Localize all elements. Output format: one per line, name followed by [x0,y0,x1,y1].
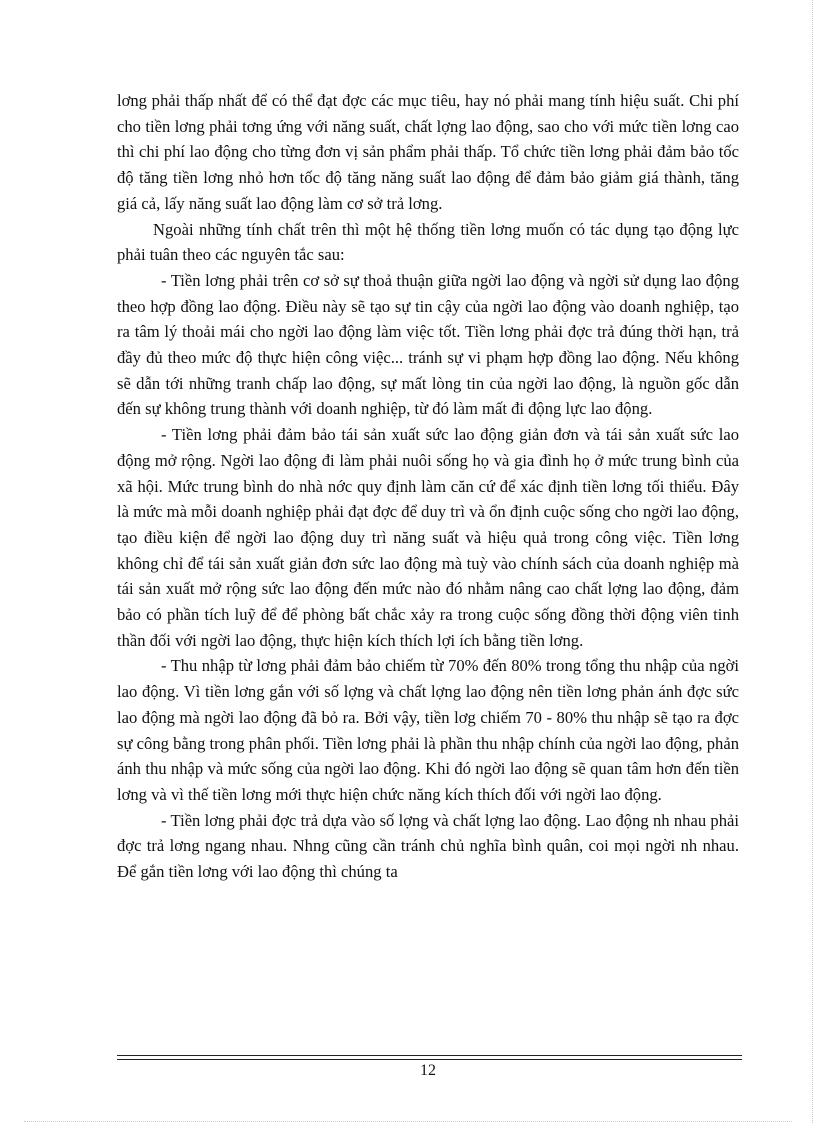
page-number: 12 [420,1062,436,1079]
paragraph-principle-reproduction: - Tiền lơng phải đảm bảo tái sản xuất sức lao động giản đơn và tái sản xuất sức lao động mở rộng. Ngời lao động đi làm phải nuôi sống họ và gia đình họ ở mức trung bình của xã hội. Mức trung bình do nhà nớc quy định làm căn cứ để xác định tiền lơng tối thiểu. Đây là mức mà mỗi doanh nghiệp phải đạt đợc để duy trì và ổn định cuộc sống cho ngời lao động, tạo điều kiện để ngời lao động duy trì năng suất và hiệu quả trong công việc. Tiền lơng không chỉ để tái sản xuất giản đơn sức lao động mà tuỳ vào chính sách của doanh nghiệp mà tái sản xuất mở rộng sức lao động đến mức nào đó nhằm nâng cao chất lợng lao động, đảm bảo có phần tích luỹ để để phòng bất chắc xảy ra trong cuộc sống đồng thời động viên tinh thần đối với ngời lao động, thực hiện kích thích lợi ích bằng tiền lơng. [117,425,739,650]
page-body [117,88,739,885]
page-edge-dotted-right [812,0,813,1123]
paragraph-principle-agreement: - Tiền lơng phải trên cơ sở sự thoả thuận giữa ngời lao động và ngời sử dụng lao động theo hợp đồng lao động. Điều này sẽ tạo sự tin cậy của ngời lao động vào doanh nghiệp, tạo ra tâm lý thoải mái cho ngời lao động làm việc tốt. Tiền lơng phải đợc trả đúng thời hạn, trả đầy đủ theo mức độ thực hiện công việc... tránh sự vi phạm hợp đồng lao động. Nếu không sẽ dẫn tới những tranh chấp lao động, sự mất lòng tin của ngời lao động, là nguồn gốc dẫn đến sự không trung thành với doanh nghiệp, từ đó làm mất đi động lực lao động. [117,270,739,419]
footer-rule-bottom [117,1059,742,1060]
paragraph-principle-quantity-quality: - Tiền lơng phải đợc trả dựa vào số lợng và chất lợng lao động. Lao động nh nhau phải đợc trả lơng ngang nhau. Nhng cũng cần tránh chủ nghĩa bình quân, coi mọi ngời nh nhau. Để gắn tiền lơng với lao động thì chúng ta [117,810,739,882]
page-edge-dotted-bottom [24,1121,792,1122]
paragraph-principle-income-share: - Thu nhập từ lơng phải đảm bảo chiếm từ 70% đến 80% trong tổng thu nhập của ngời lao động. Vì tiền lơng gắn với số lợng và chất lợng lao động nên tiền lơng phản ánh đợc sức lao động mà ngời lao động đã bỏ ra. Bởi vậy, tiền lơg chiếm 70 - 80% thu nhập sẽ tạo ra đợc sự công bằng trong phân phối. Tiền lơng phải là phần thu nhập chính của ngời lao động, phản ánh thu nhập và mức sống của ngời lao động. Khi đó ngời lao động sẽ quan tâm hơn đến tiền lơng và vì thế tiền lơng mới thực hiện chức năng kích thích đối với ngời lao động. [117,656,739,804]
footer-rule-top [117,1055,742,1056]
paragraph-principles-intro: Ngoài những tính chất trên thì một hệ thống tiền lơng muốn có tác dụng tạo động lực phải tuân theo các nguyên tắc sau: [117,219,739,265]
paragraph-continuation: lơng phải thấp nhất để có thể đạt đợc các mục tiêu, hay nó phải mang tính hiệu suất. Chi phí cho tiền lơng phải tơng ứng với năng suất, chất lợng lao động, sao cho với mức tiền lơng cao thì chi phí lao động cho từng đơn vị sản phẩm phải thấp. Tổ chức tiền lơng phải đảm bảo tốc độ tăng tiền lơng nhỏ hơn tốc độ tăng năng suất lao động để đảm bảo giảm giá thành, tăng giá cả, lấy năng suất lao động làm cơ sở trả lơng. [117,91,739,213]
